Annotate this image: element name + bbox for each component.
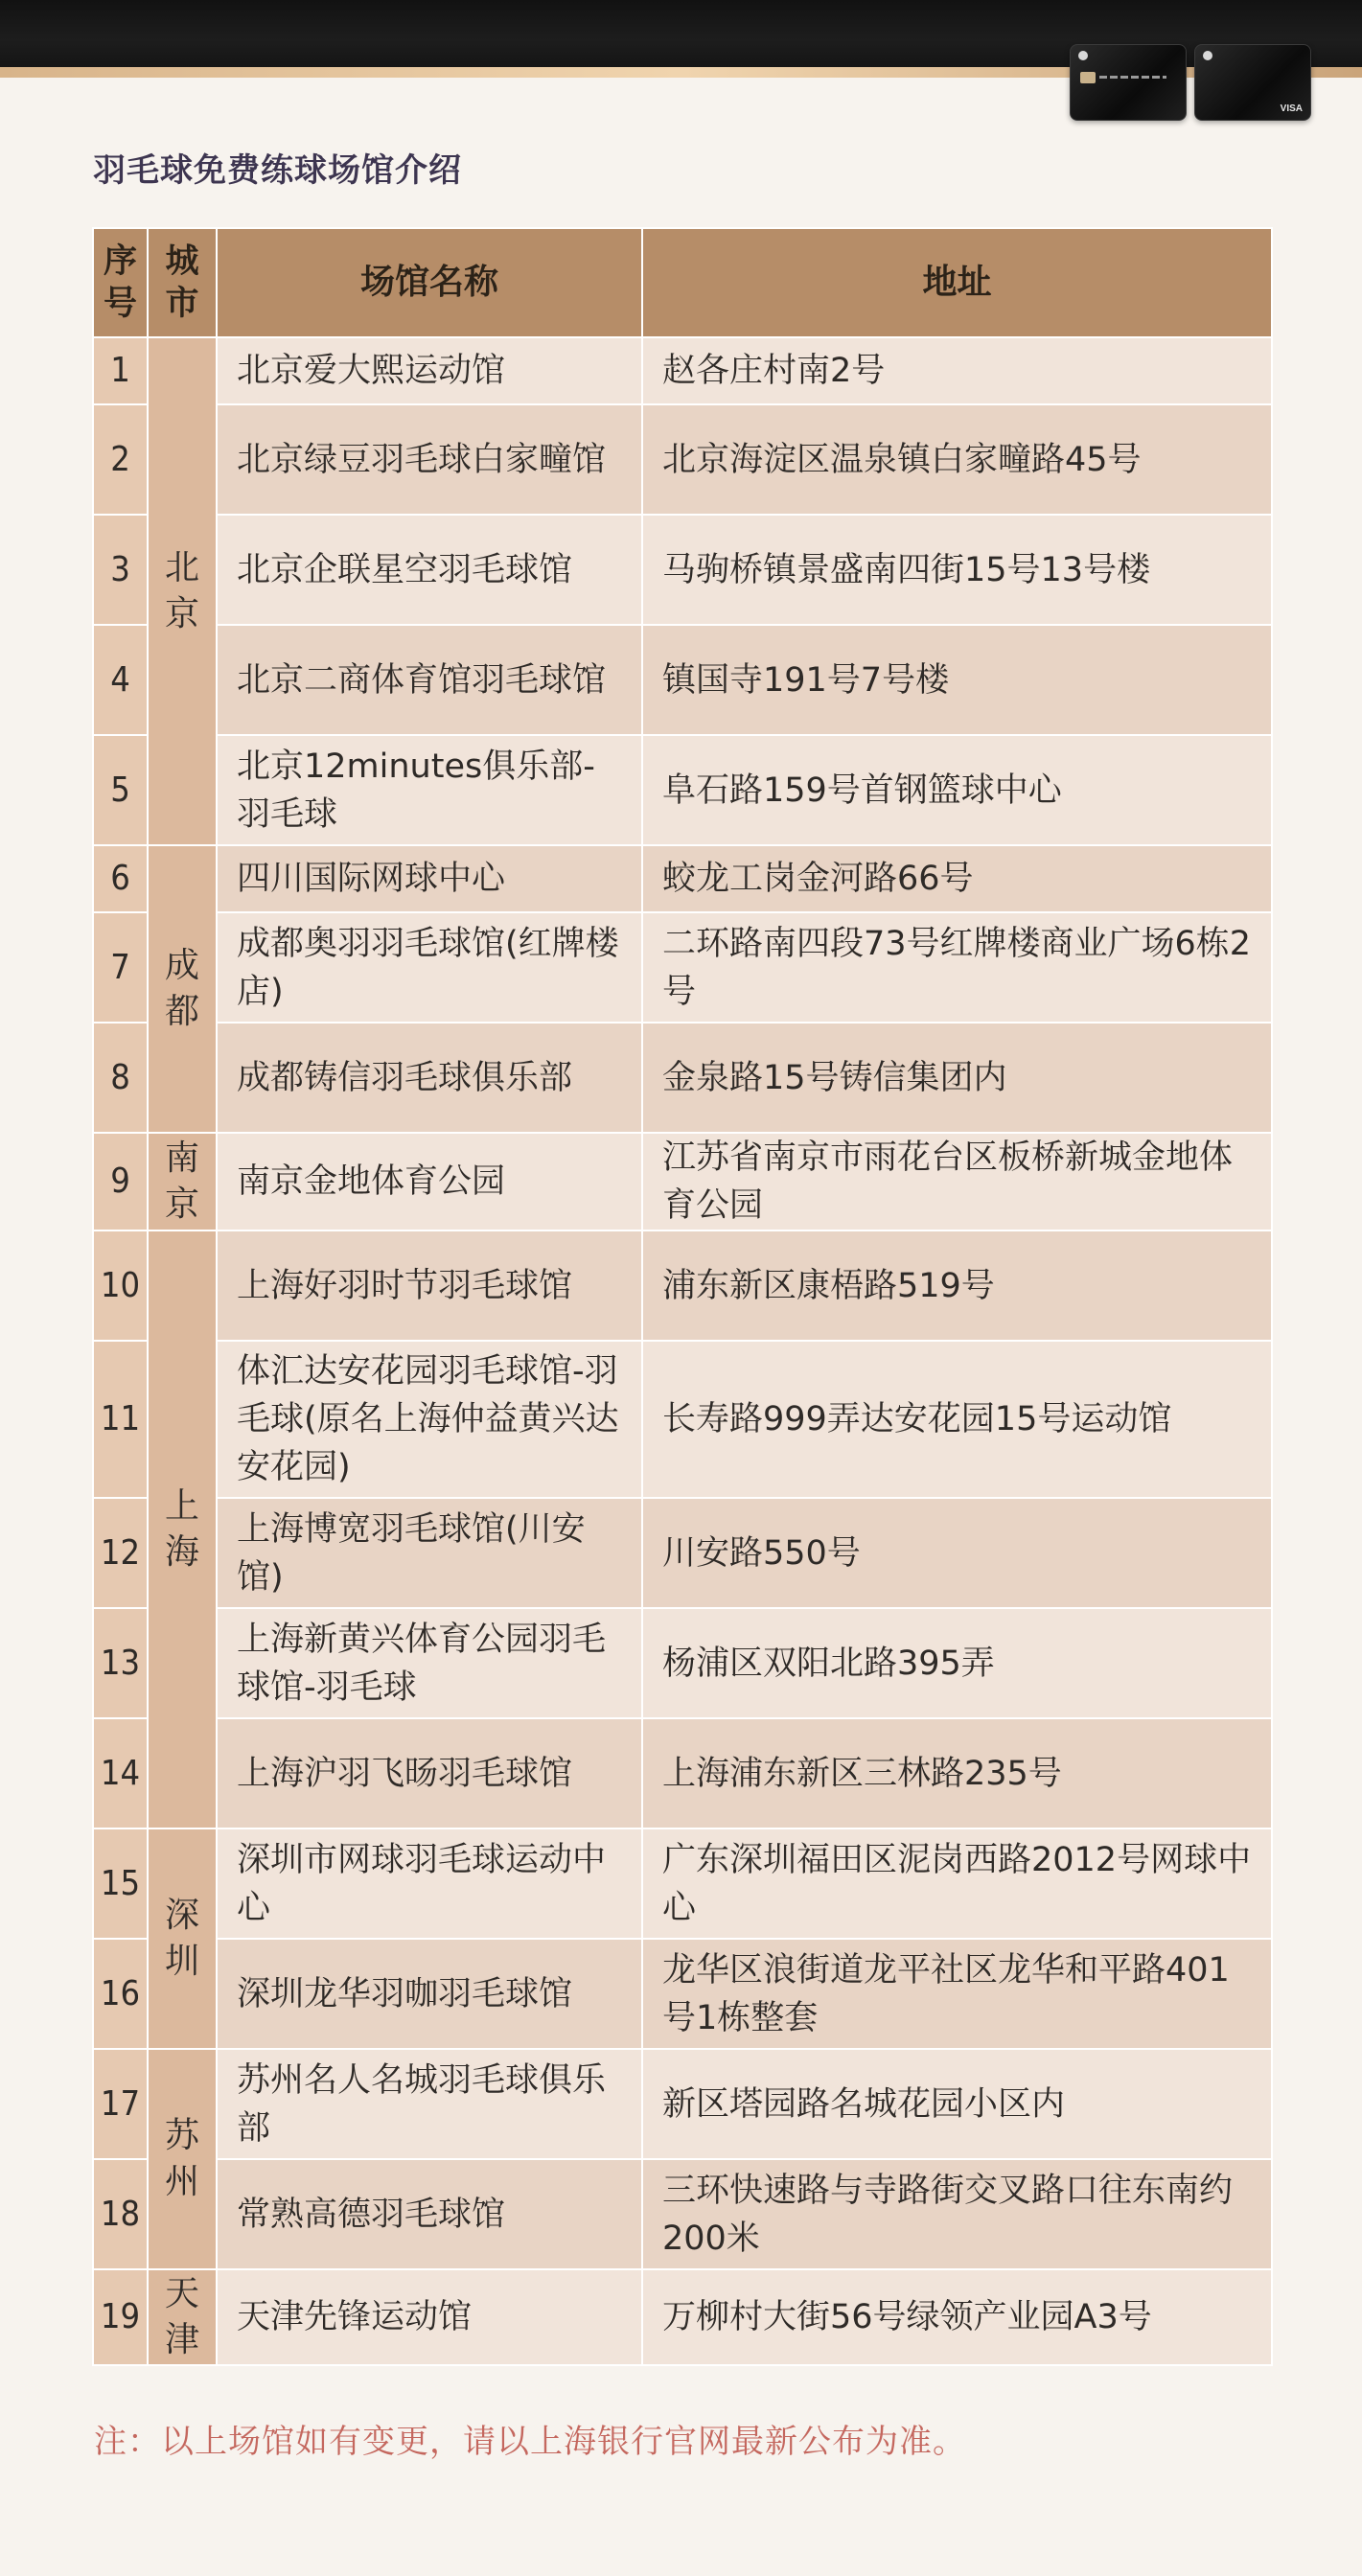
- column-header-address: 地址: [642, 228, 1272, 337]
- city-cell: 上 海: [148, 1230, 217, 1828]
- row-number: 3: [93, 515, 148, 625]
- address-cell: 广东深圳福田区泥岗西路2012号网球中心: [642, 1828, 1272, 1939]
- venue-name-cell: 常熟高德羽毛球馆: [217, 2159, 642, 2269]
- venue-name-cell: 四川国际网球中心: [217, 845, 642, 912]
- address-cell: 浦东新区康梧路519号: [642, 1230, 1272, 1341]
- table-row: [93, 735, 1272, 845]
- table-row: [93, 337, 1272, 404]
- row-number: 4: [93, 625, 148, 735]
- row-number: 12: [93, 1498, 148, 1608]
- row-number: 1: [93, 337, 148, 404]
- address-cell: 二环路南四段73号红牌楼商业广场6栋2号: [642, 912, 1272, 1023]
- bank-logo-icon: [1078, 51, 1088, 60]
- column-header-venue: 场馆名称: [217, 228, 642, 337]
- row-number: 7: [93, 912, 148, 1023]
- table-row: [93, 1133, 1272, 1230]
- column-header-number: 序 号: [93, 228, 148, 337]
- table-row: [93, 1828, 1272, 1939]
- row-number: 9: [93, 1133, 148, 1230]
- address-cell: 阜石路159号首钢篮球中心: [642, 735, 1272, 845]
- address-cell: 赵各庄村南2号: [642, 337, 1272, 404]
- address-cell: 金泉路15号铸信集团内: [642, 1023, 1272, 1133]
- address-cell: 三环快速路与寺路街交叉路口往东南约200米: [642, 2159, 1272, 2269]
- credit-card-image: [1070, 44, 1187, 121]
- table-row: [93, 1939, 1272, 2049]
- venue-name-cell: 北京二商体育馆羽毛球馆: [217, 625, 642, 735]
- table-row: [93, 912, 1272, 1023]
- venue-name-cell: 北京爱大熙运动馆: [217, 337, 642, 404]
- table-row: [93, 1718, 1272, 1828]
- row-number: 10: [93, 1230, 148, 1341]
- address-cell: 上海浦东新区三林路235号: [642, 1718, 1272, 1828]
- address-cell: 川安路550号: [642, 1498, 1272, 1608]
- row-number: 13: [93, 1608, 148, 1718]
- venue-name-cell: 天津先锋运动馆: [217, 2269, 642, 2365]
- address-cell: 杨浦区双阳北路395弄: [642, 1608, 1272, 1718]
- venue-name-cell: 上海新黄兴体育公园羽毛球馆-羽毛球: [217, 1608, 642, 1718]
- address-cell: 新区塔园路名城花园小区内: [642, 2049, 1272, 2159]
- address-cell: 江苏省南京市雨花台区板桥新城金地体育公园: [642, 1133, 1272, 1230]
- row-number: 17: [93, 2049, 148, 2159]
- row-number: 19: [93, 2269, 148, 2365]
- card-chip-icon: [1080, 72, 1096, 83]
- venue-name-cell: 北京12minutes俱乐部-羽毛球: [217, 735, 642, 845]
- footnote: 注：以上场馆如有变更，请以上海银行官网最新公布为准。: [94, 2423, 966, 2461]
- venue-name-cell: 苏州名人名城羽毛球俱乐部: [217, 2049, 642, 2159]
- address-cell: 蛟龙工岗金河路66号: [642, 845, 1272, 912]
- row-number: 11: [93, 1341, 148, 1498]
- card-number-graphic: [1099, 76, 1166, 79]
- table-row: [93, 625, 1272, 735]
- page-title: 羽毛球免费练球场馆介绍: [93, 151, 462, 190]
- address-cell: 马驹桥镇景盛南四街15号13号楼: [642, 515, 1272, 625]
- venue-name-cell: 成都铸信羽毛球俱乐部: [217, 1023, 642, 1133]
- row-number: 16: [93, 1939, 148, 2049]
- row-number: 5: [93, 735, 148, 845]
- venue-name-cell: 北京企联星空羽毛球馆: [217, 515, 642, 625]
- table-row: [93, 515, 1272, 625]
- venue-name-cell: 深圳龙华羽咖羽毛球馆: [217, 1939, 642, 2049]
- row-number: 15: [93, 1828, 148, 1939]
- row-number: 6: [93, 845, 148, 912]
- city-cell: 苏 州: [148, 2049, 217, 2269]
- venue-table: [92, 227, 1273, 2366]
- row-number: 8: [93, 1023, 148, 1133]
- venue-name-cell: 体汇达安花园羽毛球馆-羽毛球(原名上海仲益黄兴达安花园): [217, 1341, 642, 1498]
- table-row: [93, 845, 1272, 912]
- city-cell: 成 都: [148, 845, 217, 1133]
- venue-name-cell: 深圳市网球羽毛球运动中心: [217, 1828, 642, 1939]
- table-row: [93, 1498, 1272, 1608]
- column-header-city: 城 市: [148, 228, 217, 337]
- row-number: 14: [93, 1718, 148, 1828]
- bank-logo-icon: [1203, 51, 1212, 60]
- city-cell: 北 京: [148, 337, 217, 845]
- venue-name-cell: 上海博宽羽毛球馆(川安馆): [217, 1498, 642, 1608]
- address-cell: 北京海淀区温泉镇白家疃路45号: [642, 404, 1272, 515]
- row-number: 2: [93, 404, 148, 515]
- venue-name-cell: 上海好羽时节羽毛球馆: [217, 1230, 642, 1341]
- table-row: [93, 1608, 1272, 1718]
- address-cell: 万柳村大街56号绿领产业园A3号: [642, 2269, 1272, 2365]
- city-cell: 南 京: [148, 1133, 217, 1230]
- visa-logo: VISA: [1280, 104, 1303, 114]
- venue-name-cell: 上海沪羽飞旸羽毛球馆: [217, 1718, 642, 1828]
- city-cell: 天 津: [148, 2269, 217, 2365]
- venue-name-cell: 南京金地体育公园: [217, 1133, 642, 1230]
- table-row: [93, 1341, 1272, 1498]
- table-row: [93, 2159, 1272, 2269]
- address-cell: 龙华区浪街道龙平社区龙华和平路401号1栋整套: [642, 1939, 1272, 2049]
- venue-name-cell: 北京绿豆羽毛球白家疃馆: [217, 404, 642, 515]
- venue-name-cell: 成都奥羽羽毛球馆(红牌楼店): [217, 912, 642, 1023]
- address-cell: 镇国寺191号7号楼: [642, 625, 1272, 735]
- table-row: [93, 1023, 1272, 1133]
- table-row: [93, 2269, 1272, 2365]
- table-row: [93, 2049, 1272, 2159]
- address-cell: 长寿路999弄达安花园15号运动馆: [642, 1341, 1272, 1498]
- city-cell: 深 圳: [148, 1828, 217, 2049]
- row-number: 18: [93, 2159, 148, 2269]
- credit-card-image: [1194, 44, 1311, 121]
- table-row: [93, 1230, 1272, 1341]
- table-row: [93, 404, 1272, 515]
